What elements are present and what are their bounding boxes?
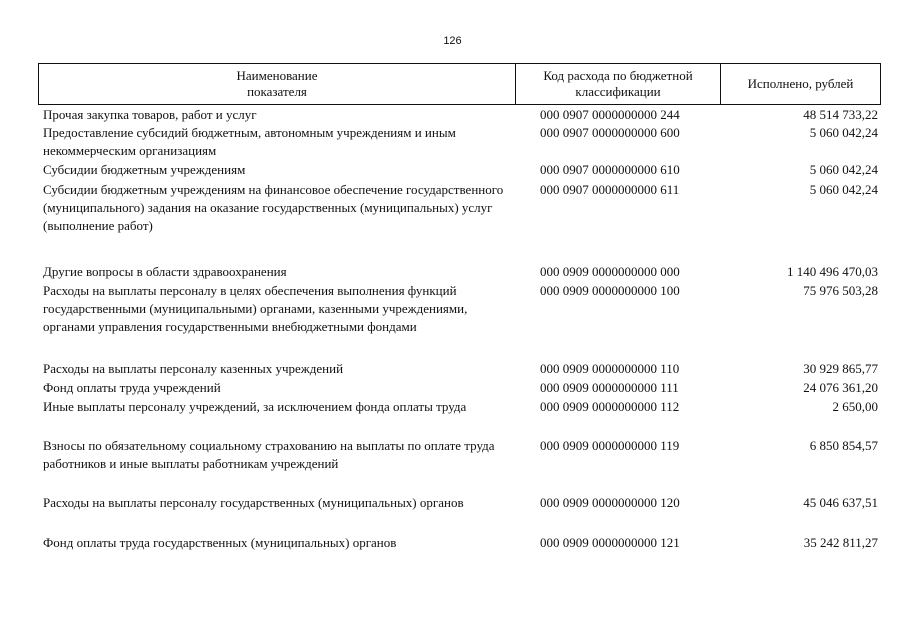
row-code: 000 0909 0000000000 110: [540, 361, 680, 376]
row-code: 000 0909 0000000000 100: [540, 283, 680, 298]
header-name-label: Наименование показателя: [236, 68, 318, 99]
table-row: [0, 161, 905, 181]
row-code: 000 0909 0000000000 112: [540, 399, 680, 414]
page-number: 126: [443, 35, 462, 47]
header-code-label: Код расхода по бюджетной классификации: [543, 68, 693, 99]
table-row: [0, 263, 905, 282]
row-amount: 1 140 496 470,03: [787, 264, 878, 279]
row-amount: 5 060 042,24: [809, 125, 878, 140]
row-name: Расходы на выплаты персоналу казенных учреждений: [43, 361, 344, 376]
row-name: Предоставление субсидий бюджетным, автономным учреждениям и иным некоммерческим организациям: [43, 125, 456, 158]
row-code: 000 0907 0000000000 610: [540, 162, 680, 177]
row-code: 000 0909 0000000000 111: [540, 380, 679, 395]
row-amount: 2 650,00: [832, 399, 878, 414]
row-name: Расходы на выплаты персоналу государственных (муниципальных) органов: [43, 495, 464, 510]
table-row: [0, 534, 905, 553]
table-row: [0, 181, 905, 263]
row-code: 000 0907 0000000000 600: [540, 125, 680, 140]
row-name: Фонд оплаты труда учреждений: [43, 380, 221, 395]
table-body: [0, 106, 905, 553]
row-code: 000 0909 0000000000 121: [540, 535, 680, 550]
row-code: 000 0909 0000000000 000: [540, 264, 680, 279]
row-amount: 5 060 042,24: [809, 182, 878, 197]
row-amount: 5 060 042,24: [809, 162, 878, 177]
table-row: [0, 379, 905, 398]
row-name: Субсидии бюджетным учреждениям на финансовое обеспечение государственного (муниципального) задания на оказание государственных (муниципальных) услуг (выполнение работ): [43, 182, 504, 233]
table-row: [0, 106, 905, 124]
header-amount: [721, 64, 880, 104]
row-name: Иные выплаты персоналу учреждений, за исключением фонда оплаты труда: [43, 399, 467, 414]
header-amount-label: Исполнено, рублей: [747, 76, 854, 91]
table-row: [0, 282, 905, 360]
row-name: Расходы на выплаты персоналу в целях обеспечения выполнения функций государственными (муниципальными) органами, казенными учреждениями, органами управления государственными внебюджетными фондами: [43, 283, 468, 334]
header-code: [516, 64, 721, 104]
row-code: 000 0907 0000000000 244: [540, 107, 680, 122]
row-amount: 35 242 811,27: [803, 535, 878, 550]
table-row: [0, 437, 905, 494]
row-name: Взносы по обязательному социальному страхованию на выплаты по оплате труда работников и иные выплаты работникам учреждений: [43, 438, 495, 471]
table-row: [0, 124, 905, 161]
table-row: [0, 360, 905, 379]
row-name: Фонд оплаты труда государственных (муниципальных) органов: [43, 535, 397, 550]
table-row: [0, 398, 905, 437]
row-amount: 30 929 865,77: [803, 361, 878, 376]
row-code: 000 0907 0000000000 611: [540, 182, 680, 197]
row-code: 000 0909 0000000000 120: [540, 495, 680, 510]
row-amount: 48 514 733,22: [803, 107, 878, 122]
row-amount: 24 076 361,20: [803, 380, 878, 395]
row-name: Другие вопросы в области здравоохранения: [43, 264, 287, 279]
table-header: [38, 63, 881, 105]
table-row: [0, 494, 905, 534]
row-amount: 6 850 854,57: [809, 438, 878, 453]
row-amount: 75 976 503,28: [803, 283, 878, 298]
header-name: [39, 64, 516, 104]
row-name: Субсидии бюджетным учреждениям: [43, 162, 246, 177]
row-amount: 45 046 637,51: [803, 495, 878, 510]
row-code: 000 0909 0000000000 119: [540, 438, 680, 453]
row-name: Прочая закупка товаров, работ и услуг: [43, 107, 257, 122]
